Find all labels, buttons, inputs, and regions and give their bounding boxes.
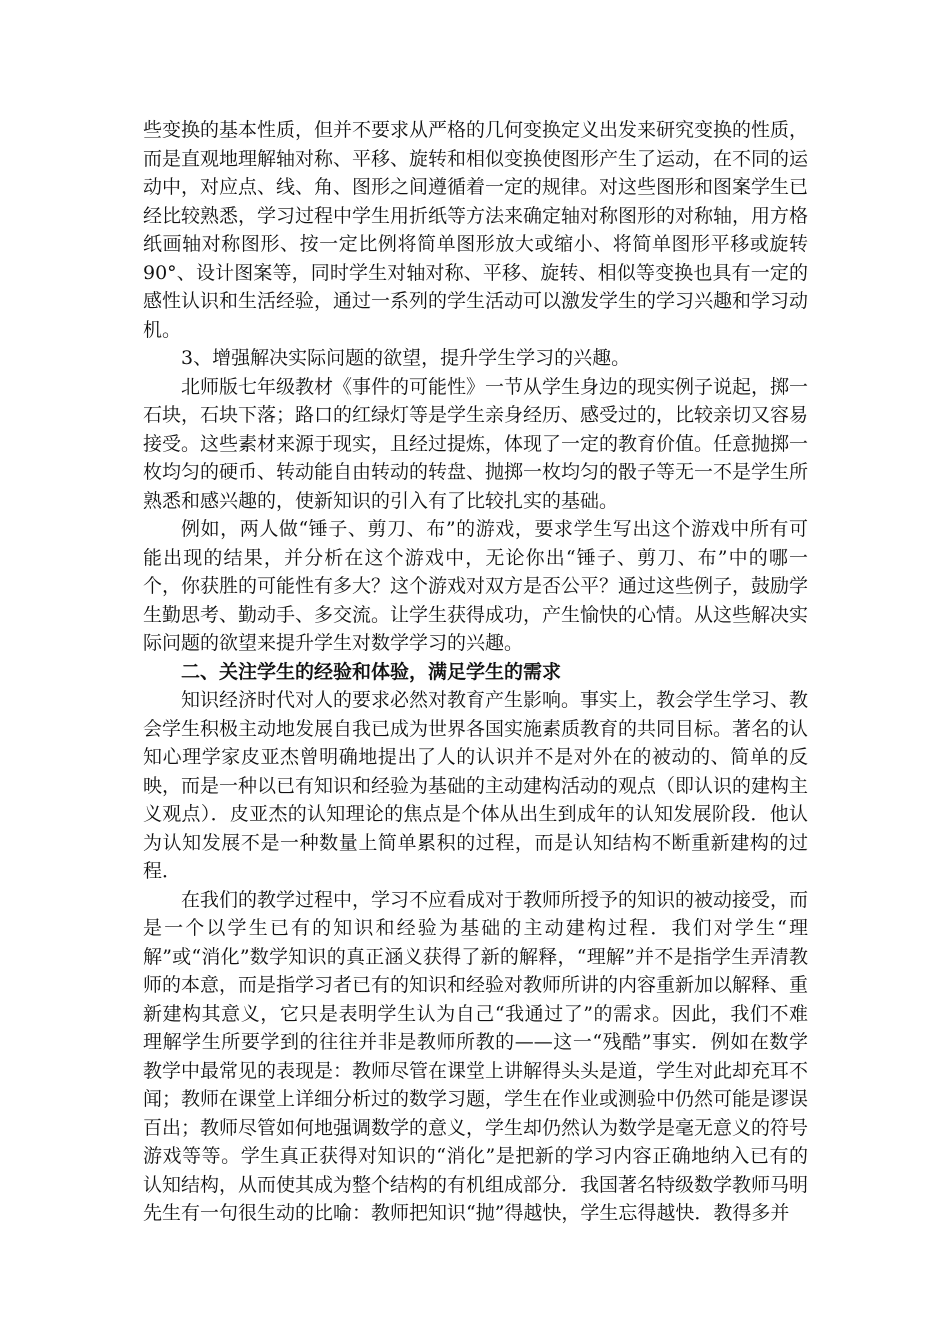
paragraph-textbook-example: 北师版七年级教材《事件的可能性》一节从学生身边的现实例子说起，掷一石块，石块下落；路口的红绿灯等是学生亲身经历、感受过的，比较亲切又容易接受。这些素材来源于现实，且经过提炼，体现了一定的教育价值。任意抛掷一枚均匀的硬币、转动能自由转动的转盘、抛掷一枚均匀的骰子等无一不是学生所熟悉和感兴趣的，使新知识的引入有了比较扎实的基础。 [143, 375, 809, 512]
paragraph-continuation: 些变换的基本性质，但并不要求从严格的几何变换定义出发来研究变换的性质，而是直观地理解轴对称、平移、旋转和相似变换使图形产生了运动，在不同的运动中，对应点、线、角、图形之间遵循着一定的规律。对这些图形和图案学生已经比较熟悉，学习过程中学生用折纸等方法来确定轴对称图形的对称轴，用方格纸画轴对称图形、按一定比例将简单图形放大或缩小、将简单图形平移或旋转90°、设计图案等，同时学生对轴对称、平移、旋转、相似等变换也具有一定的感性认识和生活经验，通过一系列的学生活动可以激发学生的学习兴趣和学习动机。 [143, 119, 809, 341]
document-page [143, 116, 808, 1228]
paragraph-game-example: 例如，两人做“锤子、剪刀、布”的游戏，要求学生写出这个游戏中所有可能出现的结果，并分析在这个游戏中，无论你出“锤子、剪刀、布”中的哪一个，你获胜的可能性有多大？这个游戏对双方是否公平？通过这些例子，鼓励学生勤思考、勤动手、多交流。让学生获得成功，产生愉快的心情。从这些解决实际问题的欲望来提升学生对数学学习的兴趣。 [143, 518, 809, 654]
section-heading-2: 二、关注学生的经验和体验，满足学生的需求 [181, 660, 562, 683]
subheading-3: 3、增强解决实际问题的欲望，提升学生学习的兴趣。 [181, 347, 631, 369]
paragraph-knowledge-economy: 知识经济时代对人的要求必然对教育产生影响。事实上，教会学生学习、教会学生积极主动地发展自我已成为世界各国实施素质教育的共同目标。著名的认知心理学家皮亚杰曾明确地提出了人的认识并不是对外在的被动的、简单的反映，而是一种以已有知识和经验为基础的主动建构活动的观点（即认识的建构主义观点）．皮亚杰的认知理论的焦点是个体从出生到成年的认知发展阶段．他认为认知发展不是一种数量上简单累积的过程，而是认知结构不断重新建构的过程． [143, 689, 809, 882]
paragraph-teaching-process: 在我们的教学过程中，学习不应看成对于教师所授予的知识的被动接受，而是一个以学生已有的知识和经验为基础的主动建构过程．我们对学生“理解”或“消化”数学知识的真正涵义获得了新的解释，“理解”并不是指学生弄清教师的本意，而是指学习者已有的知识和经验对教师所讲的内容重新加以解释、重新建构其意义，它只是表明学生认为自己“我通过了”的需求。因此，我们不难理解学生所要学到的往往并非是教师所教的——这一“残酷”事实．例如在数学教学中最常见的表现是：教师尽管在课堂上讲解得头头是道，学生对此却充耳不闻；教师在课堂上详细分析过的数学习题，学生在作业或测验中仍然可能是谬误百出；教师尽管如何地强调数学的意义，学生却仍然认为数学是毫无意义的符号游戏等等。学生真正获得对知识的“消化”是把新的学习内容正确地纳入已有的认知结构，从而使其成为整个结构的有机组成部分．我国著名特级数学教师马明先生有一句很生动的比喻：教师把知识“抛”得越快，学生忘得越快．教得多并 [143, 888, 809, 1224]
